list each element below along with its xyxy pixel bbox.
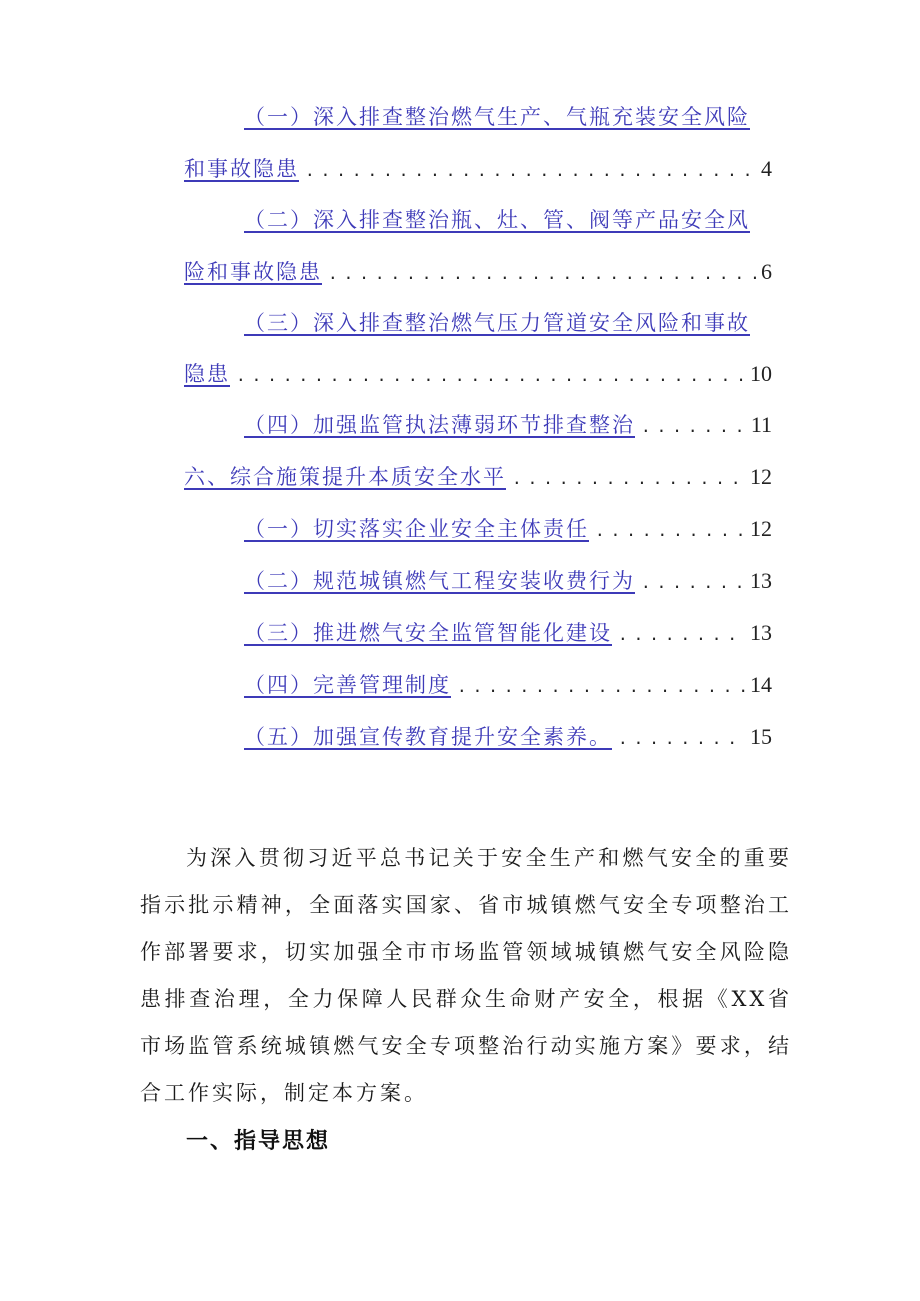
dot-leader xyxy=(451,670,746,704)
toc-page-number: 6 xyxy=(761,259,772,284)
dot-leader xyxy=(230,359,746,393)
toc-entry-line xyxy=(244,720,772,754)
section-heading: 一、指导思想 xyxy=(186,1129,331,1154)
toc-link[interactable]: （五）加强宣传教育提升安全素养。 xyxy=(244,725,612,749)
toc-link[interactable]: 险和事故隐患 xyxy=(184,260,322,284)
toc-entry-line xyxy=(184,460,772,494)
dot-leader xyxy=(635,410,747,444)
toc-link[interactable]: （一）深入排查整治燃气生产、气瓶充装安全风险 xyxy=(244,105,750,129)
toc-page-number: 15 xyxy=(750,724,772,749)
intro-paragraph: 为深入贯彻习近平总书记关于安全生产和燃气安全的重要指示批示精神，全面落实国家、省市城镇燃气安全专项整治工作部署要求，切实加强全市市场监管领域城镇燃气安全风险隐患排查治理，全力保障人民群众生命财产安全，根据《XX省市场监管系统城镇燃气安全专项整治行动实施方案》要求，结合工作实际，制定本方案。 xyxy=(140,846,792,1105)
dot-leader xyxy=(322,257,757,291)
dot-leader xyxy=(635,566,746,600)
toc-link[interactable]: （四）加强监管执法薄弱环节排查整治 xyxy=(244,413,635,437)
toc-page-number: 10 xyxy=(750,361,772,386)
toc-page-number: 14 xyxy=(750,672,772,697)
dot-leader xyxy=(506,462,746,496)
toc-link[interactable]: 六、综合施策提升本质安全水平 xyxy=(184,465,506,489)
toc-entry-line xyxy=(244,203,764,237)
toc-entry-line xyxy=(244,306,764,340)
toc-entry-line xyxy=(244,100,764,134)
toc-entry-line xyxy=(184,357,772,391)
dot-leader xyxy=(299,154,757,188)
toc-link[interactable]: 隐患 xyxy=(184,362,230,386)
toc-link[interactable]: （二）深入排查整治瓶、灶、管、阀等产品安全风 xyxy=(244,208,750,232)
toc-link[interactable]: （二）规范城镇燃气工程安装收费行为 xyxy=(244,569,635,593)
toc-page-number: 13 xyxy=(750,620,772,645)
toc-page-number: 11 xyxy=(750,412,772,437)
toc-page-number: 12 xyxy=(750,516,772,541)
toc-link[interactable]: （四）完善管理制度 xyxy=(244,673,451,697)
dot-leader xyxy=(589,514,746,548)
toc-entry-line xyxy=(244,408,772,442)
toc-entry-line xyxy=(184,255,772,289)
toc-page-number: 12 xyxy=(750,464,772,489)
toc-entry-line xyxy=(244,512,772,546)
toc-link[interactable]: 和事故隐患 xyxy=(184,157,299,181)
dot-leader xyxy=(612,722,746,756)
toc-page-number: 4 xyxy=(761,156,772,181)
toc-link[interactable]: （三）推进燃气安全监管智能化建设 xyxy=(244,621,612,645)
toc-entry-line xyxy=(244,668,772,702)
toc-link[interactable]: （一）切实落实企业安全主体责任 xyxy=(244,517,589,541)
toc-entry-line xyxy=(244,564,772,598)
toc-page-number: 13 xyxy=(750,568,772,593)
dot-leader xyxy=(612,618,746,652)
toc-link[interactable]: （三）深入排查整治燃气压力管道安全风险和事故 xyxy=(244,311,750,335)
toc-entry-line xyxy=(244,616,772,650)
toc-entry-line xyxy=(184,152,772,186)
